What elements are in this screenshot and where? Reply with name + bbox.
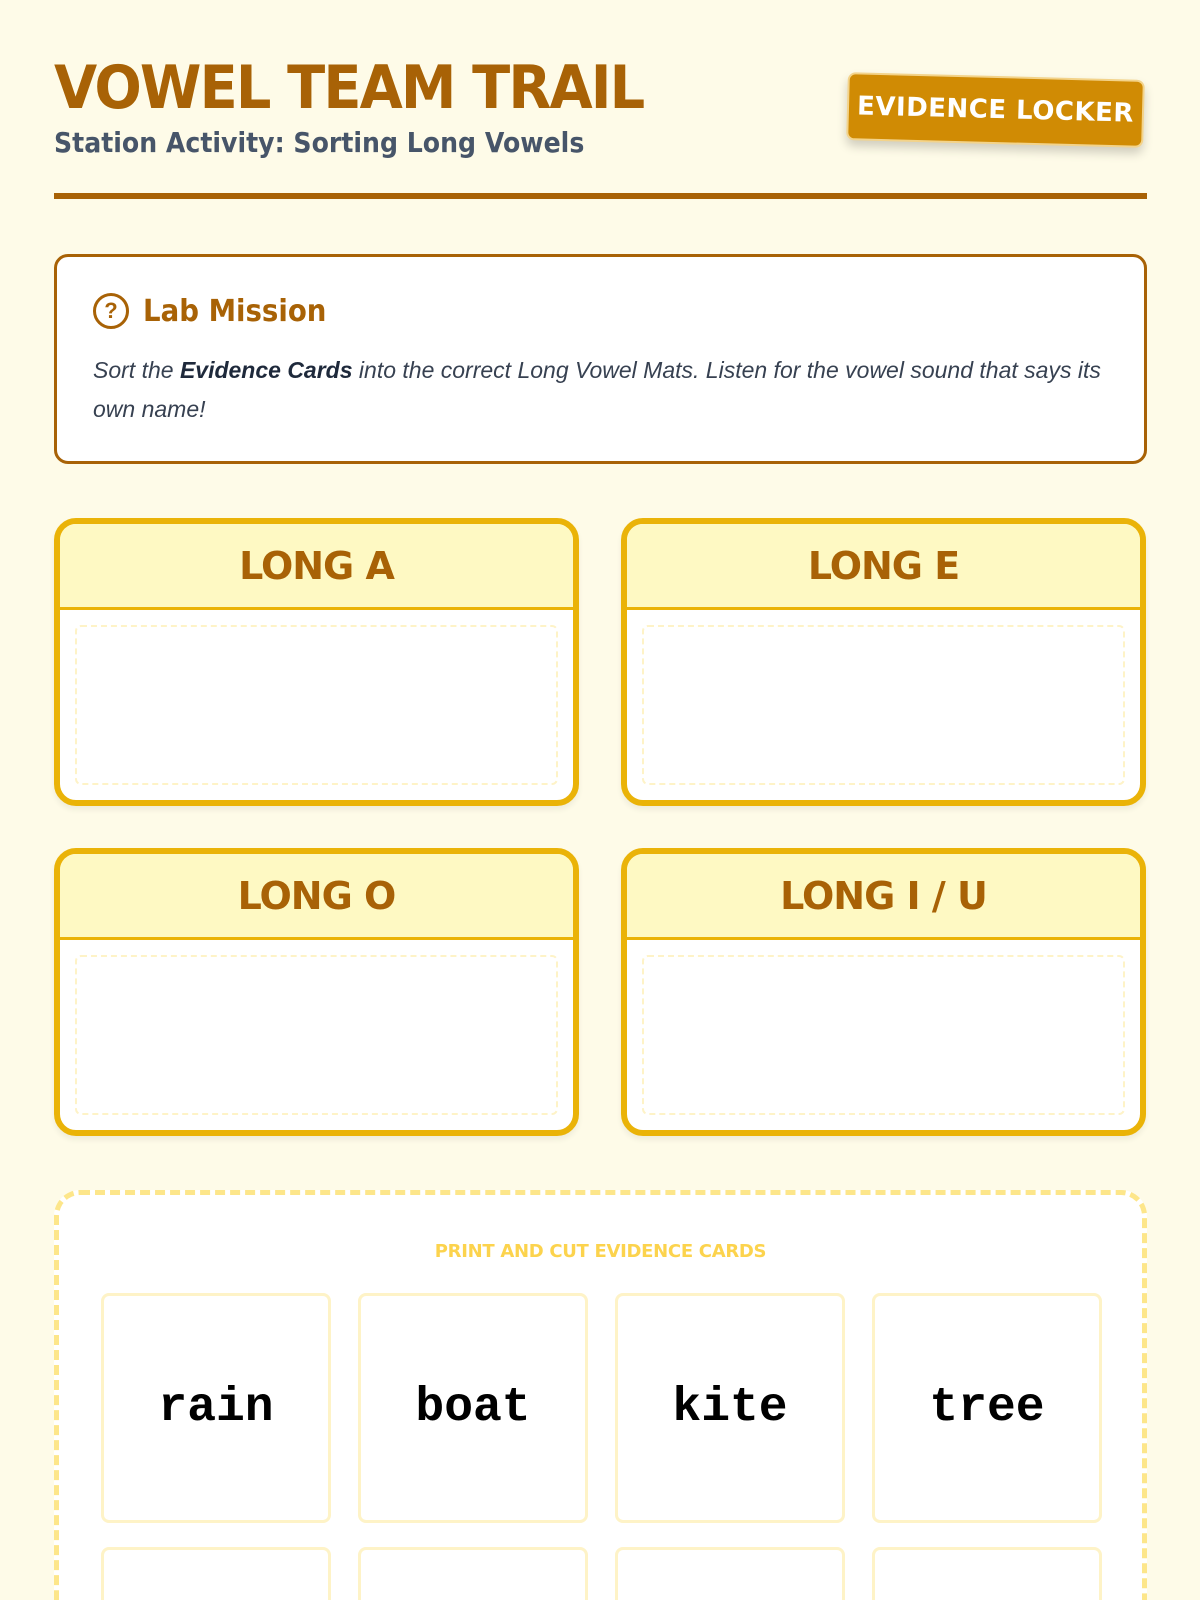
mat-long-i-u[interactable] (621, 848, 1146, 1136)
header (54, 0, 1147, 200)
evidence-card[interactable] (615, 1293, 845, 1523)
mission-title: Lab Mission (143, 293, 327, 329)
mat-header (60, 524, 573, 610)
mat-title: LONG E (807, 543, 960, 588)
mission-instructions (93, 351, 1108, 429)
mat-drop-zone[interactable] (75, 625, 558, 785)
mat-drop-zone[interactable] (642, 955, 1125, 1115)
mat-title: LONG A (239, 543, 394, 588)
mission-header (93, 293, 1108, 329)
mat-header (60, 854, 573, 940)
mat-header (627, 854, 1140, 940)
mat-title: LONG I / U (780, 873, 987, 918)
evidence-card[interactable] (101, 1547, 331, 1600)
header-divider (54, 193, 1147, 199)
mat-long-o[interactable] (54, 848, 579, 1136)
evidence-cards-section (54, 1190, 1147, 1600)
mission-text-bold: Evidence Cards (179, 357, 353, 383)
card-word: boat (415, 1381, 531, 1435)
lab-mission-box (54, 254, 1147, 464)
mat-long-e[interactable] (621, 518, 1146, 806)
evidence-card[interactable] (872, 1547, 1102, 1600)
mat-drop-zone[interactable] (642, 625, 1125, 785)
mission-text-before: Sort the (93, 357, 180, 383)
mat-header (627, 524, 1140, 610)
mat-long-a[interactable] (54, 518, 579, 806)
evidence-card[interactable] (358, 1293, 588, 1523)
card-word: rain (158, 1381, 274, 1435)
evidence-card[interactable] (101, 1293, 331, 1523)
card-word: tree (929, 1381, 1045, 1435)
help-circle-icon: ? (93, 293, 129, 329)
evidence-card[interactable] (872, 1293, 1102, 1523)
page-subtitle: Station Activity: Sorting Long Vowels (54, 126, 585, 159)
mission-text-after: into the correct Long Vowel Mats. Listen for the vowel sound that says its own name! (93, 357, 1101, 422)
evidence-locker-button[interactable]: EVIDENCE LOCKER (846, 72, 1145, 148)
worksheet-page (54, 0, 1147, 1435)
evidence-card[interactable] (615, 1547, 845, 1600)
page-title: VOWEL TEAM TRAIL (54, 53, 644, 123)
cards-section-title: PRINT AND CUT EVIDENCE CARDS (434, 1241, 767, 1262)
evidence-card[interactable] (358, 1547, 588, 1600)
mat-title: LONG O (237, 873, 396, 918)
mat-drop-zone[interactable] (75, 955, 558, 1115)
card-word: kite (672, 1381, 788, 1435)
